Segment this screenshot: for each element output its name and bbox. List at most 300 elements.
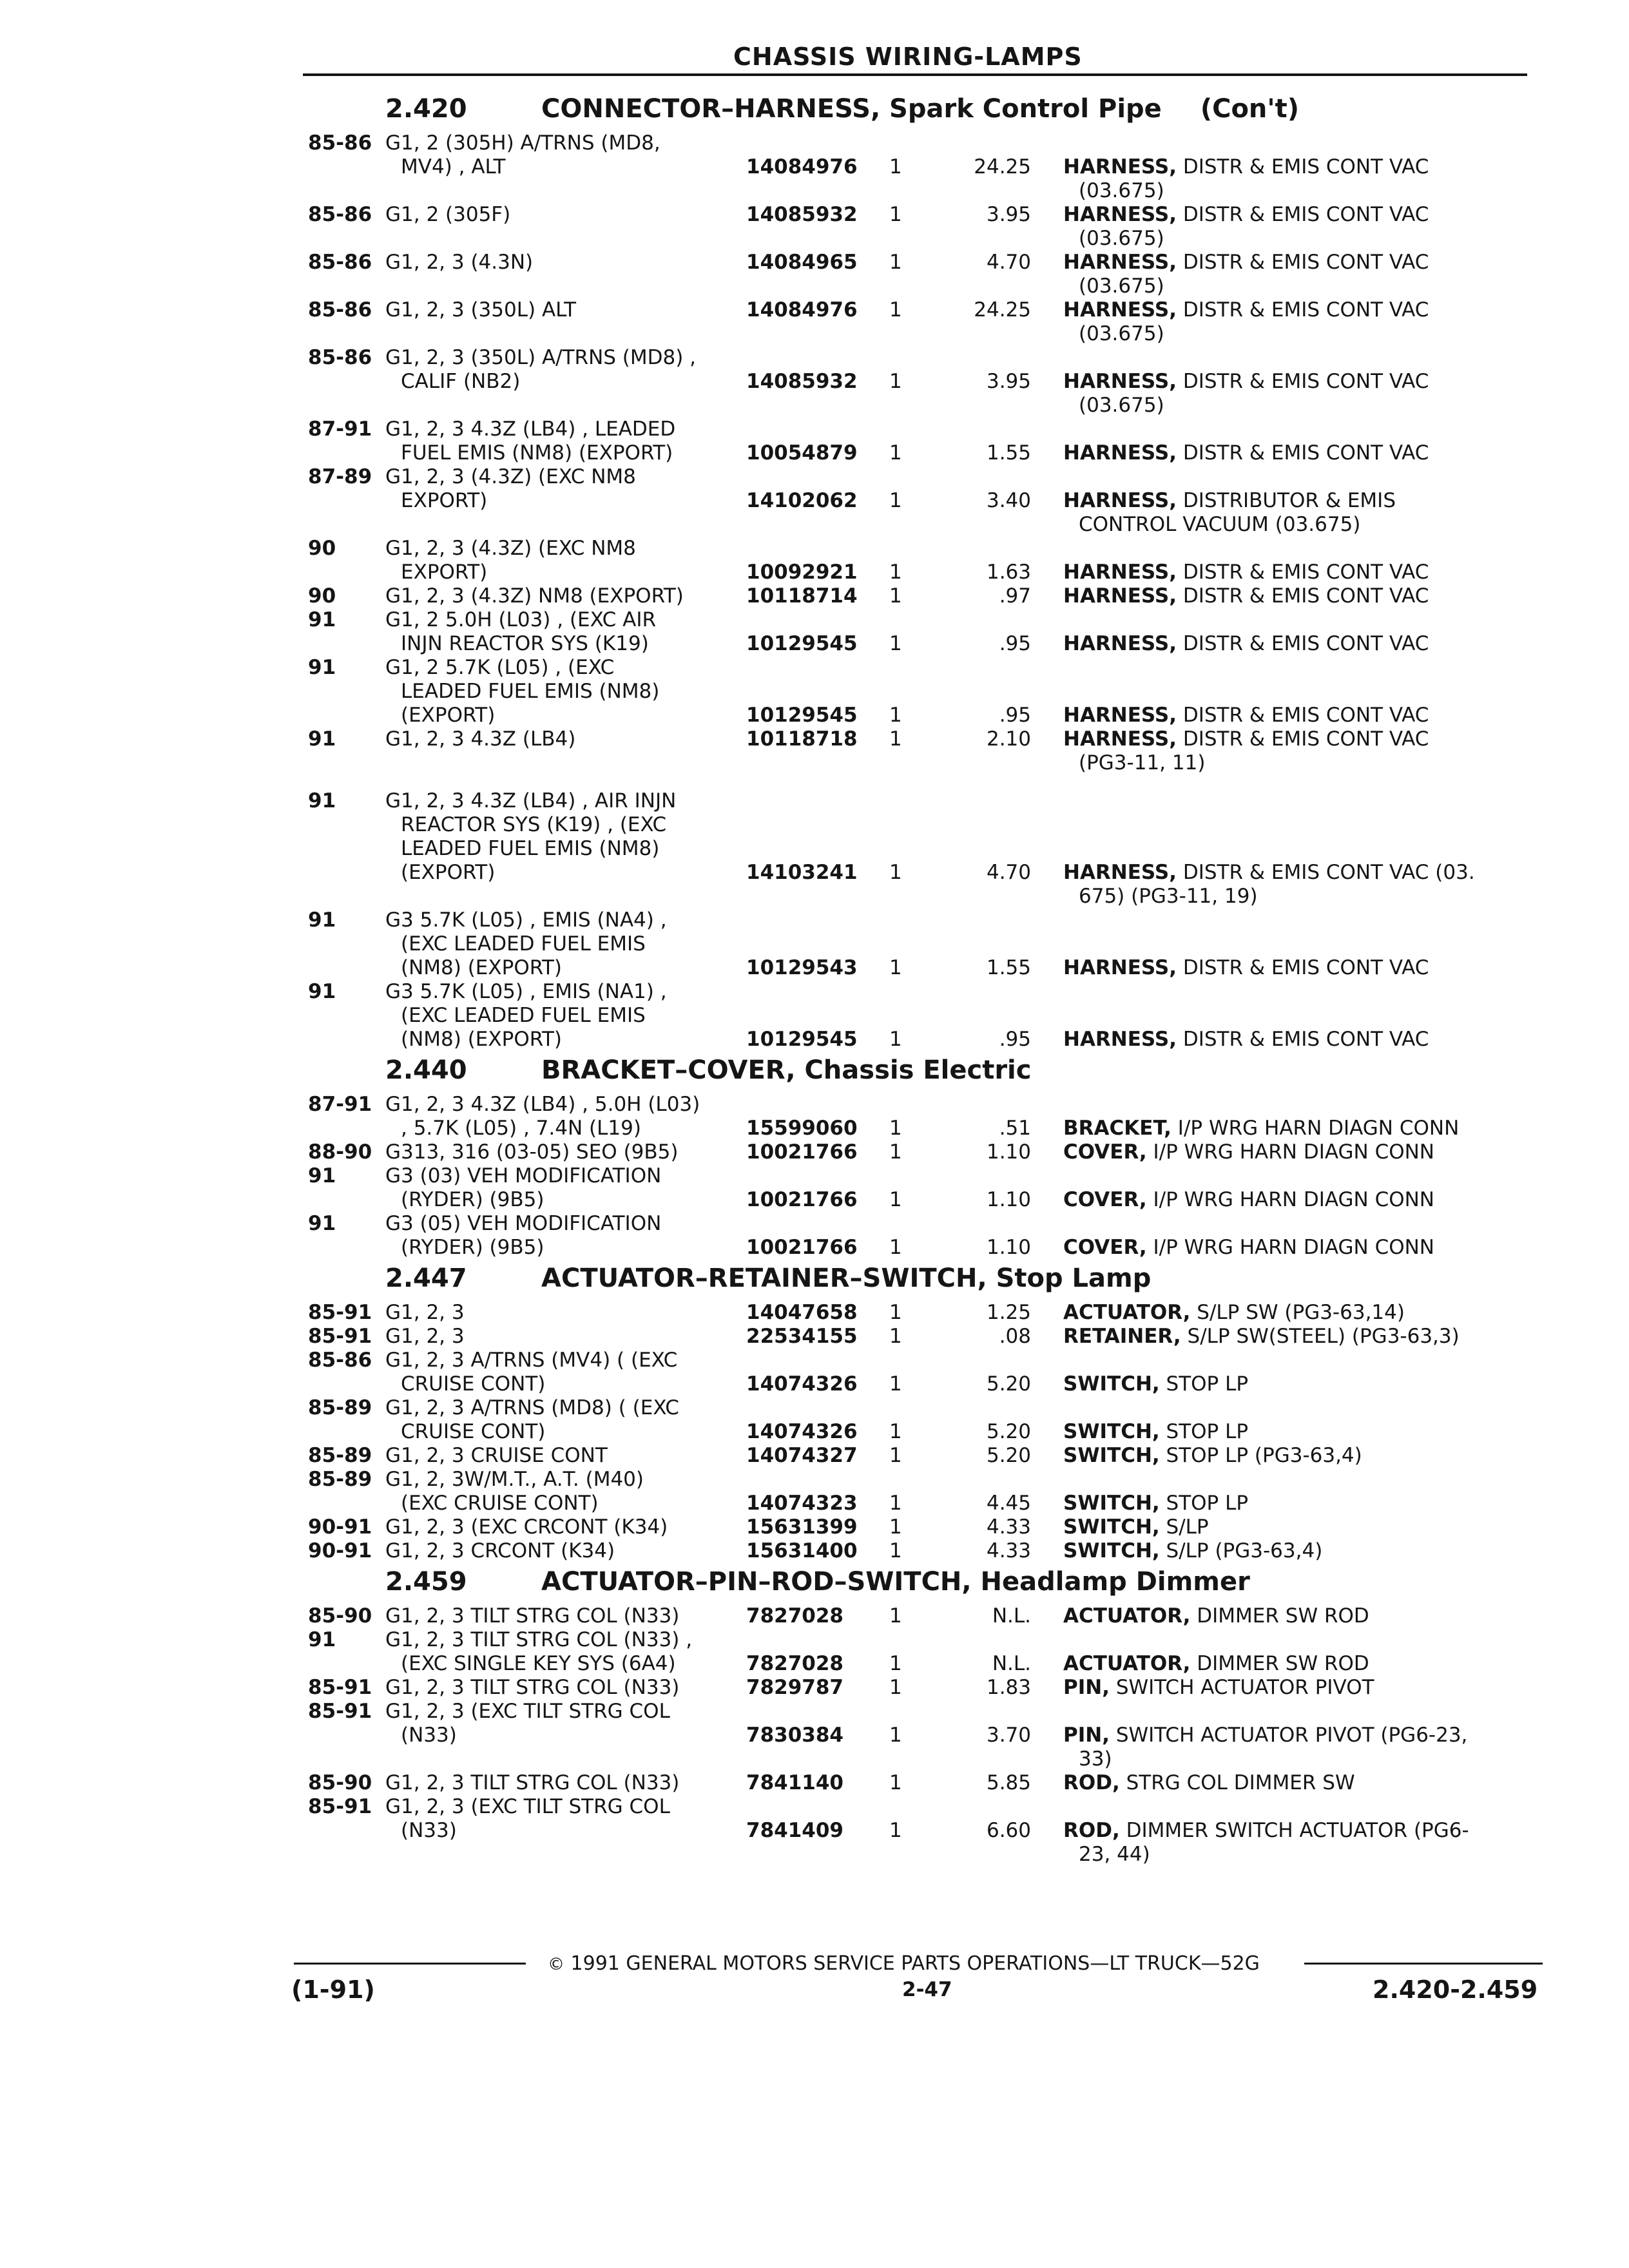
part-name-noun: SWITCH, <box>1063 1515 1160 1539</box>
list-price: 3.40 <box>986 489 1031 512</box>
part-name-continued: (03.675) <box>1079 179 1164 202</box>
footer-rule-left <box>294 1963 526 1965</box>
quantity: 1 <box>889 1492 902 1515</box>
part-name-continued: 33) <box>1079 1747 1112 1771</box>
table-row <box>0 775 1629 789</box>
section-continued: (Con't) <box>1200 94 1300 124</box>
list-price: 3.95 <box>986 203 1031 226</box>
model-years: 90 <box>308 537 336 560</box>
part-name-noun: HARNESS, <box>1063 370 1177 393</box>
part-name <box>1063 1724 1467 1747</box>
part-number: 15631400 <box>746 1539 858 1562</box>
part-name <box>1063 1028 1429 1052</box>
table-row <box>0 1004 1629 1028</box>
part-name-noun: BRACKET, <box>1063 1117 1171 1140</box>
part-name <box>1063 861 1475 885</box>
table-row <box>0 465 1629 489</box>
part-name <box>1063 1676 1374 1700</box>
part-number: 14085932 <box>746 370 858 393</box>
part-number: 14103241 <box>746 861 858 884</box>
application-description: G1, 2, 3 TILT STRG COL (N33) <box>385 1604 680 1628</box>
application-description: G1, 2, 3 <box>385 1301 465 1324</box>
part-name-modifier: DISTR & EMIS CONT VAC <box>1176 584 1429 608</box>
section-title-text: BRACKET–COVER, Chassis Electric <box>541 1055 1032 1085</box>
table-row <box>0 1724 1629 1747</box>
part-name-noun: HARNESS, <box>1063 727 1177 751</box>
quantity: 1 <box>889 561 902 584</box>
model-years: 91 <box>308 608 336 631</box>
part-name <box>1063 632 1429 656</box>
part-name-continued: (03.675) <box>1079 227 1164 250</box>
footer-rule-right <box>1304 1963 1543 1965</box>
application-description: G1, 2, 3 <box>385 1325 465 1348</box>
model-years: 91 <box>308 1628 336 1651</box>
quantity: 1 <box>889 1140 902 1164</box>
list-price: 5.20 <box>986 1372 1031 1396</box>
quantity: 1 <box>889 1188 902 1211</box>
application-description: CRUISE CONT) <box>401 1372 546 1396</box>
table-row <box>0 584 1629 608</box>
table-row <box>0 861 1629 885</box>
part-number: 7841409 <box>746 1819 843 1842</box>
model-years: 91 <box>308 656 336 679</box>
footer-copyright <box>548 1952 1260 1975</box>
application-description: G3 5.7K (L05) , EMIS (NA4) , <box>385 908 667 932</box>
part-name-noun: HARNESS, <box>1063 632 1177 655</box>
application-description: (EXC SINGLE KEY SYS (6A4) <box>401 1652 676 1675</box>
part-name <box>1063 1515 1209 1539</box>
application-description: G1, 2, 3 TILT STRG COL (N33) <box>385 1676 680 1699</box>
table-row <box>0 885 1629 908</box>
application-description: INJN REACTOR SYS (K19) <box>401 632 649 655</box>
part-name <box>1063 584 1429 608</box>
model-years: 85-90 <box>308 1604 372 1628</box>
part-number: 10054879 <box>746 441 858 465</box>
application-description: G1, 2 5.0H (L03) , (EXC AIR <box>385 608 657 631</box>
part-number: 10118718 <box>746 727 858 751</box>
application-description: G1, 2, 3 (350L) A/TRNS (MD8) , <box>385 346 697 369</box>
application-description: G1, 2, 3 TILT STRG COL (N33) , <box>385 1628 693 1651</box>
table-row <box>0 1604 1629 1628</box>
application-description: G1, 2, 3 (4.3Z) (EXC NM8 <box>385 465 636 488</box>
part-name-noun: COVER, <box>1063 1236 1147 1259</box>
table-row <box>0 837 1629 861</box>
part-name-modifier: SWITCH ACTUATOR PIVOT <box>1109 1676 1374 1699</box>
section-number: 2.447 <box>385 1264 467 1293</box>
table-row <box>0 1236 1629 1260</box>
table-row <box>0 298 1629 322</box>
list-price: 2.10 <box>986 727 1031 751</box>
table-row <box>0 704 1629 727</box>
quantity: 1 <box>889 251 902 274</box>
section-rows <box>0 131 1629 1052</box>
table-row <box>0 1164 1629 1188</box>
part-name-modifier: I/P WRG HARN DIAGN CONN <box>1146 1236 1434 1259</box>
section-rows <box>0 1604 1629 1867</box>
table-row <box>0 1372 1629 1396</box>
part-name-modifier: DISTR & EMIS CONT VAC <box>1176 298 1429 322</box>
part-name-continued: 23, 44) <box>1079 1843 1150 1866</box>
application-description: G1, 2, 3 4.3Z (LB4) <box>385 727 576 751</box>
list-price: 1.10 <box>986 1236 1031 1259</box>
application-description: (EXPORT) <box>401 704 496 727</box>
table-row <box>0 1117 1629 1140</box>
application-description: G1, 2, 3 TILT STRG COL (N33) <box>385 1771 680 1794</box>
section-title <box>541 1055 1031 1085</box>
part-name-modifier: DIMMER SW ROD <box>1190 1604 1369 1628</box>
application-description: G1, 2, 3 4.3Z (LB4) , AIR INJN <box>385 789 677 812</box>
application-description: (EXC LEADED FUEL EMIS <box>401 1004 646 1027</box>
quantity: 1 <box>889 1420 902 1443</box>
quantity: 1 <box>889 1771 902 1794</box>
model-years: 91 <box>308 789 336 812</box>
part-name-modifier: DISTR & EMIS CONT VAC <box>1176 441 1429 465</box>
part-name <box>1063 251 1429 274</box>
table-row <box>0 1093 1629 1117</box>
list-price: 24.25 <box>974 155 1031 178</box>
table-row <box>0 1396 1629 1420</box>
part-name-modifier: DISTR & EMIS CONT VAC <box>1176 704 1429 727</box>
quantity: 1 <box>889 956 902 979</box>
application-description: G1, 2 (305F) <box>385 203 511 226</box>
list-price: 4.70 <box>986 861 1031 884</box>
application-description: G1, 2, 3 CRUISE CONT <box>385 1444 608 1467</box>
part-name-modifier: I/P WRG HARN DIAGN CONN <box>1146 1140 1434 1164</box>
table-row <box>0 932 1629 956</box>
application-description: G1, 2, 3W/M.T., A.T. (M40) <box>385 1468 644 1491</box>
part-name-noun: HARNESS, <box>1063 489 1177 512</box>
application-description: G1, 2, 3 (EXC TILT STRG COL <box>385 1700 670 1723</box>
quantity: 1 <box>889 441 902 465</box>
list-price: 6.60 <box>986 1819 1031 1842</box>
model-years: 85-89 <box>308 1468 372 1491</box>
model-years: 85-89 <box>308 1444 372 1467</box>
application-description: G1, 2, 3 (EXC CRCONT (K34) <box>385 1515 668 1539</box>
application-description: G1, 2 5.7K (L05) , (EXC <box>385 656 615 679</box>
part-name-modifier: I/P WRG HARN DIAGN CONN <box>1146 1188 1434 1211</box>
quantity: 1 <box>889 1325 902 1348</box>
application-description: G313, 316 (03-05) SEO (9B5) <box>385 1140 679 1164</box>
part-name-modifier: DISTR & EMIS CONT VAC <box>1176 155 1429 178</box>
list-price: 3.70 <box>986 1724 1031 1747</box>
part-name-modifier: DISTR & EMIS CONT VAC <box>1176 956 1429 979</box>
header-rule <box>303 73 1527 76</box>
quantity: 1 <box>889 1117 902 1140</box>
table-row <box>0 513 1629 537</box>
footer-copyright-text: 1991 GENERAL MOTORS SERVICE PARTS OPERATIONS—LT TRUCK—52G <box>570 1952 1260 1975</box>
section-rows <box>0 1301 1629 1563</box>
table-row <box>0 1652 1629 1676</box>
part-name <box>1063 1117 1459 1140</box>
application-description: G1, 2, 3 (4.3Z) NM8 (EXPORT) <box>385 584 684 608</box>
quantity: 1 <box>889 1372 902 1396</box>
application-description: G1, 2, 3 A/TRNS (MD8) ( (EXC <box>385 1396 679 1419</box>
part-number: 14074326 <box>746 1420 858 1443</box>
model-years: 91 <box>308 727 336 751</box>
application-description: REACTOR SYS (K19) , (EXC <box>401 813 667 836</box>
part-name <box>1063 203 1429 227</box>
part-number: 10021766 <box>746 1140 858 1164</box>
table-row <box>0 980 1629 1004</box>
application-description: EXPORT) <box>401 561 488 584</box>
table-row <box>0 251 1629 274</box>
table-row <box>0 1028 1629 1052</box>
list-price: 3.95 <box>986 370 1031 393</box>
part-name-noun: ACTUATOR, <box>1063 1652 1191 1675</box>
model-years: 87-91 <box>308 1093 372 1116</box>
application-description: (NM8) (EXPORT) <box>401 1028 563 1051</box>
part-number: 14074327 <box>746 1444 858 1467</box>
part-name-modifier: S/LP <box>1159 1515 1209 1539</box>
list-price: 5.85 <box>986 1771 1031 1794</box>
quantity: 1 <box>889 1301 902 1324</box>
part-name <box>1063 561 1429 584</box>
application-description: G1, 2, 3 (EXC TILT STRG COL <box>385 1795 670 1818</box>
part-number: 15599060 <box>746 1117 858 1140</box>
application-description: FUEL EMIS (NM8) (EXPORT) <box>401 441 673 465</box>
quantity: 1 <box>889 1236 902 1259</box>
quantity: 1 <box>889 632 902 655</box>
section-title-text: CONNECTOR–HARNESS, Spark Control Pipe <box>541 94 1162 124</box>
part-name <box>1063 1301 1405 1325</box>
part-name-modifier: STOP LP <box>1159 1372 1249 1396</box>
model-years: 85-91 <box>308 1676 372 1699</box>
part-name-noun: RETAINER, <box>1063 1325 1181 1348</box>
part-name-noun: HARNESS, <box>1063 704 1177 727</box>
part-name-modifier: I/P WRG HARN DIAGN CONN <box>1171 1117 1460 1140</box>
table-row <box>0 1325 1629 1349</box>
quantity: 1 <box>889 861 902 884</box>
quantity: 1 <box>889 584 902 608</box>
table-row <box>0 1301 1629 1325</box>
part-name-noun: SWITCH, <box>1063 1492 1160 1515</box>
list-price: .51 <box>999 1117 1031 1140</box>
list-price: 5.20 <box>986 1420 1031 1443</box>
model-years: 85-86 <box>308 298 372 322</box>
part-name <box>1063 1420 1248 1444</box>
part-name-modifier: DIMMER SWITCH ACTUATOR (PG6- <box>1119 1819 1469 1842</box>
part-number: 7827028 <box>746 1652 843 1675</box>
application-description: (RYDER) (9B5) <box>401 1188 545 1211</box>
table-row <box>0 131 1629 155</box>
table-row <box>0 656 1629 680</box>
list-price: 1.83 <box>986 1676 1031 1699</box>
part-name <box>1063 1771 1355 1795</box>
quantity: 1 <box>889 1724 902 1747</box>
application-description: , 5.7K (L05) , 7.4N (L19) <box>401 1117 641 1140</box>
part-number: 14084976 <box>746 155 858 178</box>
table-row <box>0 813 1629 837</box>
part-number: 7827028 <box>746 1604 843 1628</box>
part-name-noun: SWITCH, <box>1063 1444 1160 1467</box>
quantity: 1 <box>889 1515 902 1539</box>
part-name-noun: HARNESS, <box>1063 561 1177 584</box>
part-name <box>1063 298 1429 322</box>
part-name-continued: 675) (PG3-11, 19) <box>1079 885 1258 908</box>
part-name-continued: (03.675) <box>1079 322 1164 345</box>
table-row <box>0 441 1629 465</box>
application-description: (EXPORT) <box>401 861 496 884</box>
list-price: 1.25 <box>986 1301 1031 1324</box>
list-price: 1.55 <box>986 441 1031 465</box>
table-row <box>0 608 1629 632</box>
part-name-noun: ROD, <box>1063 1771 1120 1794</box>
model-years: 90-91 <box>308 1539 372 1562</box>
part-name-continued: (PG3-11, 11) <box>1079 751 1206 774</box>
application-description: G1, 2, 3 4.3Z (LB4) , 5.0H (L03) <box>385 1093 700 1116</box>
table-row <box>0 203 1629 227</box>
section-header <box>0 90 1629 131</box>
model-years: 85-86 <box>308 346 372 369</box>
application-description: (N33) <box>401 1819 457 1842</box>
section-title <box>541 1264 1151 1293</box>
part-number: 22534155 <box>746 1325 858 1348</box>
part-name-noun: HARNESS, <box>1063 251 1177 274</box>
part-name-noun: HARNESS, <box>1063 1028 1177 1051</box>
list-price: .95 <box>999 1028 1031 1051</box>
table-row <box>0 1795 1629 1819</box>
application-description: G1, 2, 3 CRCONT (K34) <box>385 1539 615 1562</box>
application-description: G1, 2, 3 A/TRNS (MV4) ( (EXC <box>385 1349 678 1372</box>
application-description: G3 (05) VEH MODIFICATION <box>385 1212 662 1235</box>
part-name-modifier: SWITCH ACTUATOR PIVOT (PG6-23, <box>1109 1724 1468 1747</box>
model-years: 90-91 <box>308 1515 372 1539</box>
section-number: 2.440 <box>385 1055 467 1085</box>
table-row <box>0 1420 1629 1444</box>
quantity: 1 <box>889 1444 902 1467</box>
part-name-noun: HARNESS, <box>1063 155 1177 178</box>
table-row <box>0 789 1629 813</box>
quantity: 1 <box>889 370 902 393</box>
table-row <box>0 1212 1629 1236</box>
application-description: G1, 2, 3 (4.3Z) (EXC NM8 <box>385 537 636 560</box>
model-years: 90 <box>308 584 336 608</box>
table-row <box>0 274 1629 298</box>
part-name <box>1063 1604 1369 1628</box>
list-price: 4.33 <box>986 1515 1031 1539</box>
part-name <box>1063 1492 1248 1515</box>
section-title-text: ACTUATOR–RETAINER–SWITCH, Stop Lamp <box>541 1264 1152 1293</box>
table-row <box>0 346 1629 370</box>
part-number: 14074326 <box>746 1372 858 1396</box>
table-row <box>0 1188 1629 1212</box>
list-price: .97 <box>999 584 1031 608</box>
part-name <box>1063 1188 1434 1212</box>
part-name-modifier: DISTR & EMIS CONT VAC <box>1176 561 1429 584</box>
list-price: N.L. <box>992 1604 1031 1628</box>
list-price: 1.63 <box>986 561 1031 584</box>
part-name-noun: HARNESS, <box>1063 956 1177 979</box>
table-row <box>0 561 1629 584</box>
model-years: 91 <box>308 908 336 932</box>
part-number: 7830384 <box>746 1724 843 1747</box>
model-years: 91 <box>308 1164 336 1187</box>
table-row <box>0 1700 1629 1724</box>
quantity: 1 <box>889 1652 902 1675</box>
part-name-modifier: STOP LP (PG3-63,4) <box>1159 1444 1362 1467</box>
section-rows <box>0 1093 1629 1260</box>
part-name-modifier: DISTR & EMIS CONT VAC <box>1176 727 1429 751</box>
section-header <box>0 1260 1629 1301</box>
list-price: 4.45 <box>986 1492 1031 1515</box>
quantity: 1 <box>889 1539 902 1562</box>
part-name <box>1063 441 1429 465</box>
part-number: 10129545 <box>746 704 858 727</box>
table-row <box>0 227 1629 251</box>
model-years: 88-90 <box>308 1140 372 1164</box>
part-name <box>1063 1372 1248 1396</box>
table-row <box>0 370 1629 394</box>
part-number: 10021766 <box>746 1188 858 1211</box>
part-number: 14084976 <box>746 298 858 322</box>
application-description: EXPORT) <box>401 489 488 512</box>
part-number: 10118714 <box>746 584 858 608</box>
list-price: .08 <box>999 1325 1031 1348</box>
model-years: 85-89 <box>308 1396 372 1419</box>
model-years: 87-89 <box>308 465 372 488</box>
part-number: 7841140 <box>746 1771 843 1794</box>
part-name-continued: CONTROL VACUUM (03.675) <box>1079 513 1361 536</box>
part-name-noun: ACTUATOR, <box>1063 1301 1191 1324</box>
part-number: 10129543 <box>746 956 858 979</box>
model-years: 85-91 <box>308 1325 372 1348</box>
table-row <box>0 632 1629 656</box>
table-row <box>0 1492 1629 1515</box>
part-number: 10129545 <box>746 632 858 655</box>
part-name <box>1063 1444 1362 1468</box>
quantity: 1 <box>889 1676 902 1699</box>
model-years: 85-90 <box>308 1771 372 1794</box>
section-title <box>541 1567 1250 1597</box>
table-row <box>0 394 1629 418</box>
quantity: 1 <box>889 155 902 178</box>
part-name-modifier: STOP LP <box>1159 1492 1249 1515</box>
part-name-noun: COVER, <box>1063 1140 1147 1164</box>
part-name-noun: HARNESS, <box>1063 861 1177 884</box>
table-row <box>0 489 1629 513</box>
part-number: 14102062 <box>746 489 858 512</box>
application-description: G1, 2, 3 (4.3N) <box>385 251 534 274</box>
part-name-noun: SWITCH, <box>1063 1539 1160 1562</box>
part-name-modifier: STOP LP <box>1159 1420 1249 1443</box>
table-row <box>0 1468 1629 1492</box>
part-name <box>1063 1140 1434 1164</box>
table-row <box>0 1843 1629 1867</box>
part-name <box>1063 370 1429 394</box>
footer-section-range: 2.420-2.459 <box>1373 1975 1538 2004</box>
quantity: 1 <box>889 1819 902 1842</box>
list-price: 24.25 <box>974 298 1031 322</box>
part-name-modifier: S/LP (PG3-63,4) <box>1159 1539 1323 1562</box>
part-name-modifier: DISTR & EMIS CONT VAC <box>1176 251 1429 274</box>
table-row <box>0 1676 1629 1700</box>
part-number: 14084965 <box>746 251 858 274</box>
list-price: N.L. <box>992 1652 1031 1675</box>
section-title-text: ACTUATOR–PIN–ROD–SWITCH, Headlamp Dimmer <box>541 1567 1250 1597</box>
application-description: LEADED FUEL EMIS (NM8) <box>401 837 660 860</box>
part-name-noun: HARNESS, <box>1063 203 1177 226</box>
part-name <box>1063 704 1429 727</box>
footer-page-number: 2-47 <box>902 1978 952 2001</box>
table-row <box>0 680 1629 704</box>
list-price: 1.55 <box>986 956 1031 979</box>
part-name-noun: PIN, <box>1063 1676 1110 1699</box>
part-name <box>1063 956 1429 980</box>
page-header-title: CHASSIS WIRING-LAMPS <box>733 43 1083 71</box>
part-name-noun: PIN, <box>1063 1724 1110 1747</box>
quantity: 1 <box>889 704 902 727</box>
part-name <box>1063 1325 1460 1349</box>
